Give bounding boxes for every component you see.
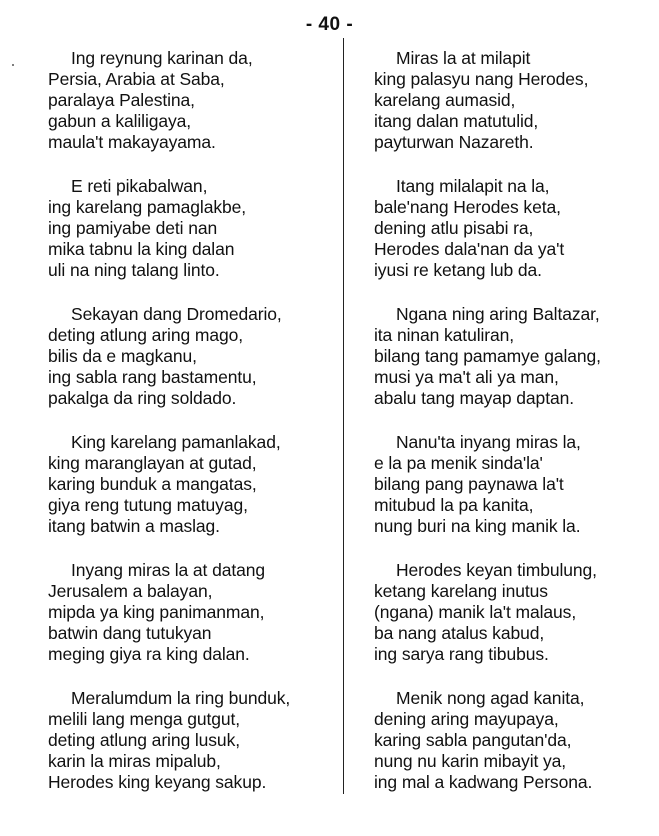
- verse-line: pakalga da ring soldado.: [48, 388, 237, 408]
- stanza-first-line: Meralumdum la ring bunduk,: [71, 688, 291, 708]
- verse-line: bilang pang paynawa la't: [374, 474, 564, 494]
- verse-line: paralaya Palestina,: [48, 90, 195, 110]
- verse-line: ing karelang pamaglakbe,: [48, 197, 247, 217]
- stanza: [48, 176, 348, 281]
- stanza: [48, 560, 348, 665]
- stanza-first-line: Itang milalapit na la,: [396, 176, 550, 196]
- verse-line: bilang tang pamamye galang,: [374, 346, 601, 366]
- stanza: [48, 688, 348, 793]
- verse-line: nung buri na king manik la.: [374, 516, 581, 536]
- verse-line: Herodes dala'nan da ya't: [374, 239, 565, 259]
- stanza: [374, 688, 659, 793]
- verse-line: ba nang atalus kabud,: [374, 623, 545, 643]
- verse-line: Jerusalem a balayan,: [48, 581, 213, 601]
- stanza: [374, 432, 659, 537]
- stanza-first-line: Miras la at milapit: [396, 48, 531, 68]
- stanza: [374, 48, 659, 153]
- verse-line: giya reng tutung matuyag,: [48, 495, 248, 515]
- stanza-first-line: Nanu'ta inyang miras la,: [396, 432, 581, 452]
- verse-line: payturwan Nazareth.: [374, 132, 534, 152]
- verse-line: karing bunduk a mangatas,: [48, 474, 257, 494]
- verse-line: iyusi re ketang lub da.: [374, 260, 542, 280]
- verse-line: (ngana) manik la't malaus,: [374, 602, 577, 622]
- stanza: [48, 304, 348, 409]
- verse-line: abalu tang mayap daptan.: [374, 388, 574, 408]
- stanza-first-line: Menik nong agad kanita,: [396, 688, 585, 708]
- verse-line: dening atlu pisabi ra,: [374, 218, 534, 238]
- stanza-first-line: Ngana ning aring Baltazar,: [396, 304, 600, 324]
- verse-line: mika tabnu la king dalan: [48, 239, 235, 259]
- stanza: [374, 560, 659, 665]
- verse-line: deting atlung aring mago,: [48, 325, 243, 345]
- stanza-first-line: King karelang pamanlakad,: [71, 432, 281, 452]
- stanza-first-line: Herodes keyan timbulung,: [396, 560, 597, 580]
- stanza: [374, 304, 659, 409]
- stanza: [48, 48, 348, 153]
- stanza-first-line: Inyang miras la at datang: [71, 560, 266, 580]
- verse-line: ketang karelang inutus: [374, 581, 548, 601]
- verse-line: itang dalan matutulid,: [374, 111, 539, 131]
- verse-line: Herodes king keyang sakup.: [48, 772, 267, 792]
- verse-line: maula't makayayama.: [48, 132, 216, 152]
- verse-line: ing sarya rang tibubus.: [374, 644, 549, 664]
- verse-line: uli na ning talang linto.: [48, 260, 220, 280]
- verse-line: karing sabla pangutan'da,: [374, 730, 572, 750]
- verse-line: mitubud la pa kanita,: [374, 495, 534, 515]
- verse-line: batwin dang tutukyan: [48, 623, 212, 643]
- verse-line: bale'nang Herodes keta,: [374, 197, 561, 217]
- verse-line: mipda ya king panimanman,: [48, 602, 265, 622]
- stanza-first-line: Ing reynung karinan da,: [71, 48, 253, 68]
- page-number: - 40 -: [305, 14, 354, 35]
- verse-line: karelang aumasid,: [374, 90, 516, 110]
- verse-line: dening aring mayupaya,: [374, 709, 559, 729]
- verse-line: ita ninan katuliran,: [374, 325, 515, 345]
- verse-line: gabun a kaliligaya,: [48, 111, 192, 131]
- left-column: [48, 48, 348, 816]
- verse-line: ing pamiyabe deti nan: [48, 218, 218, 238]
- verse-line: Persia, Arabia at Saba,: [48, 69, 225, 89]
- right-column: [374, 48, 659, 816]
- verse-line: melili lang menga gutgut,: [48, 709, 241, 729]
- verse-line: deting atlung aring lusuk,: [48, 730, 240, 750]
- stanza-first-line: E reti pikabalwan,: [71, 176, 208, 196]
- verse-line: itang batwin a maslag.: [48, 516, 220, 536]
- verse-line: karin la miras mipalub,: [48, 751, 221, 771]
- verse-line: king maranglayan at gutad,: [48, 453, 257, 473]
- stanza: [48, 432, 348, 537]
- verse-line: nung nu karin mibayit ya,: [374, 751, 567, 771]
- verse-line: meging giya ra king dalan.: [48, 644, 250, 664]
- verse-line: bilis da e magkanu,: [48, 346, 197, 366]
- verse-line: musi ya ma't ali ya man,: [374, 367, 559, 387]
- stanza: [374, 176, 659, 281]
- stanza-first-line: Sekayan dang Dromedario,: [71, 304, 282, 324]
- verse-line: king palasyu nang Herodes,: [374, 69, 589, 89]
- verse-line: e la pa menik sinda'la': [374, 453, 543, 473]
- verse-line: ing mal a kadwang Persona.: [374, 772, 593, 792]
- scan-speck: [12, 64, 14, 66]
- verse-line: ing sabla rang bastamentu,: [48, 367, 257, 387]
